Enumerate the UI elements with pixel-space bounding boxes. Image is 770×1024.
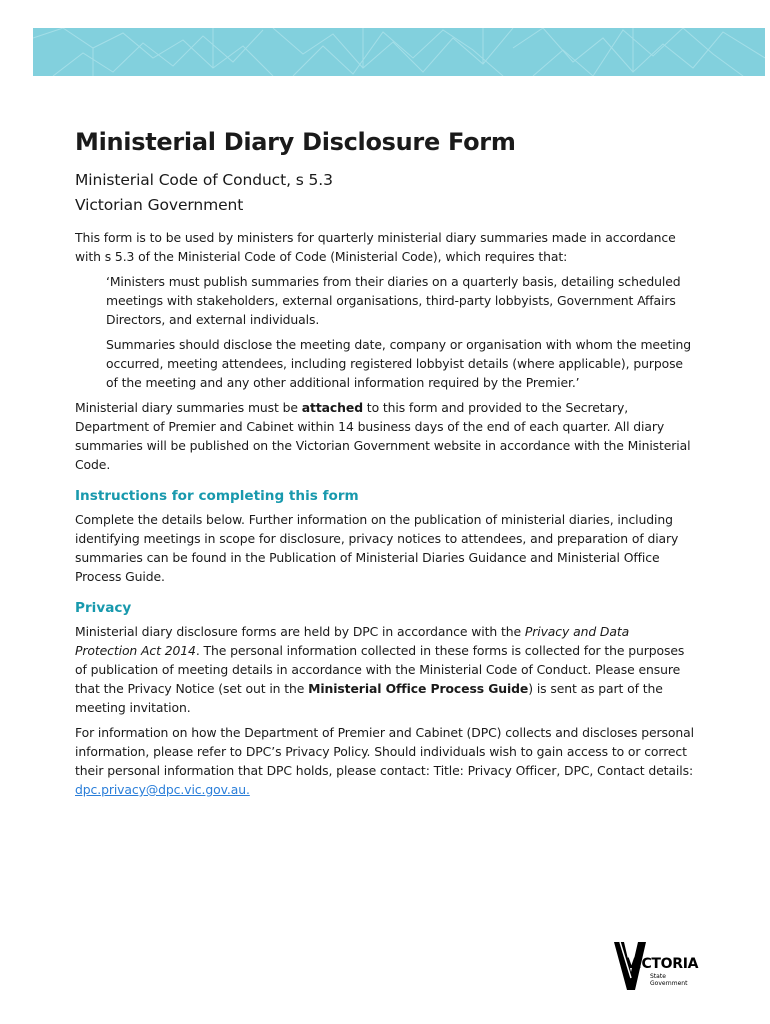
instructions-paragraph: Complete the details below. Further information on the publication of ministerial diaries, including identifying meetings in scope for disclosure, privacy notices to attendees, and preparation of diary summaries can be found in the Publication of Ministerial Diaries Guidance and Ministerial Office Process Guide. <box>75 512 679 584</box>
attach-paragraph <box>75 398 695 474</box>
attach-bold: attached <box>301 400 363 415</box>
quote-paragraph-2: Summaries should disclose the meeting date, company or organisation with whom the meeting occurred, meeting attendees, including registered lobbyist details (where applicable), purpose of the meeting and any other additional information required by the Premier.’ <box>106 337 692 390</box>
logo-sub-government: Government <box>650 980 688 987</box>
privacy-paragraph-2 <box>75 723 695 799</box>
intro-paragraph: This form is to be used by ministers for quarterly ministerial diary summaries made in accordance with s 5.3 of the Ministerial Code of Code (Ministerial Code), which requires that: <box>75 230 676 264</box>
process-guide-name: Ministerial Office Process Guide <box>308 681 529 696</box>
page-title: Ministerial Diary Disclosure Form <box>75 128 516 156</box>
attach-text-before: Ministerial diary summaries must be <box>75 400 302 415</box>
logo-wordmark: VICTORIA <box>626 956 699 972</box>
subtitle-code: Ministerial Code of Conduct, s 5.3 <box>75 171 333 189</box>
privacy-text-c: ) is sent as part of the meeting invitation. <box>75 681 663 715</box>
instructions-heading: Instructions for completing this form <box>75 488 359 504</box>
privacy-paragraph-1 <box>75 622 695 717</box>
logo-sub-state: State <box>650 973 666 980</box>
subtitle-block <box>75 168 695 218</box>
quote-paragraph-1: ‘Ministers must publish summaries from their diaries on a quarterly basis, detailing scheduled meetings with stakeholders, external organisations, third-party lobbyists, Government Affairs Directors, and external individuals. <box>106 274 681 327</box>
privacy-heading: Privacy <box>75 600 132 616</box>
banner-pattern <box>33 28 765 76</box>
privacy-email-link[interactable]: dpc.privacy@dpc.vic.gov.au. <box>75 782 250 797</box>
subtitle-government: Victorian Government <box>75 196 244 214</box>
header-banner <box>33 28 765 76</box>
attach-text-after: to this form and provided to the Secretary, Department of Premier and Cabinet within 14 business days of the end of each quarter. All diary summaries will be published on the Victorian Government website in accordance with the Ministerial Code. <box>75 400 691 472</box>
document-body <box>75 128 695 805</box>
privacy-text-a: Ministerial diary disclosure forms are held by DPC in accordance with the <box>75 624 525 639</box>
victoria-logo <box>614 942 704 990</box>
logo-subtext <box>650 973 687 987</box>
privacy-contact-text: For information on how the Department of Premier and Cabinet (DPC) collects and discloses personal information, please refer to DPC’s Privacy Policy. Should individuals wish to gain access to or correct their personal information that DPC holds, please contact: Title: Privacy Officer, DPC, Contact details: <box>75 725 694 778</box>
privacy-text-b: . The personal information collected in these forms is collected for the purposes of publication of meeting details in accordance with the Ministerial Code of Conduct. Please ensure that the Privacy Notice (set out in the <box>75 643 685 696</box>
privacy-act-name: Privacy and Data Protection Act 2014 <box>75 624 630 658</box>
